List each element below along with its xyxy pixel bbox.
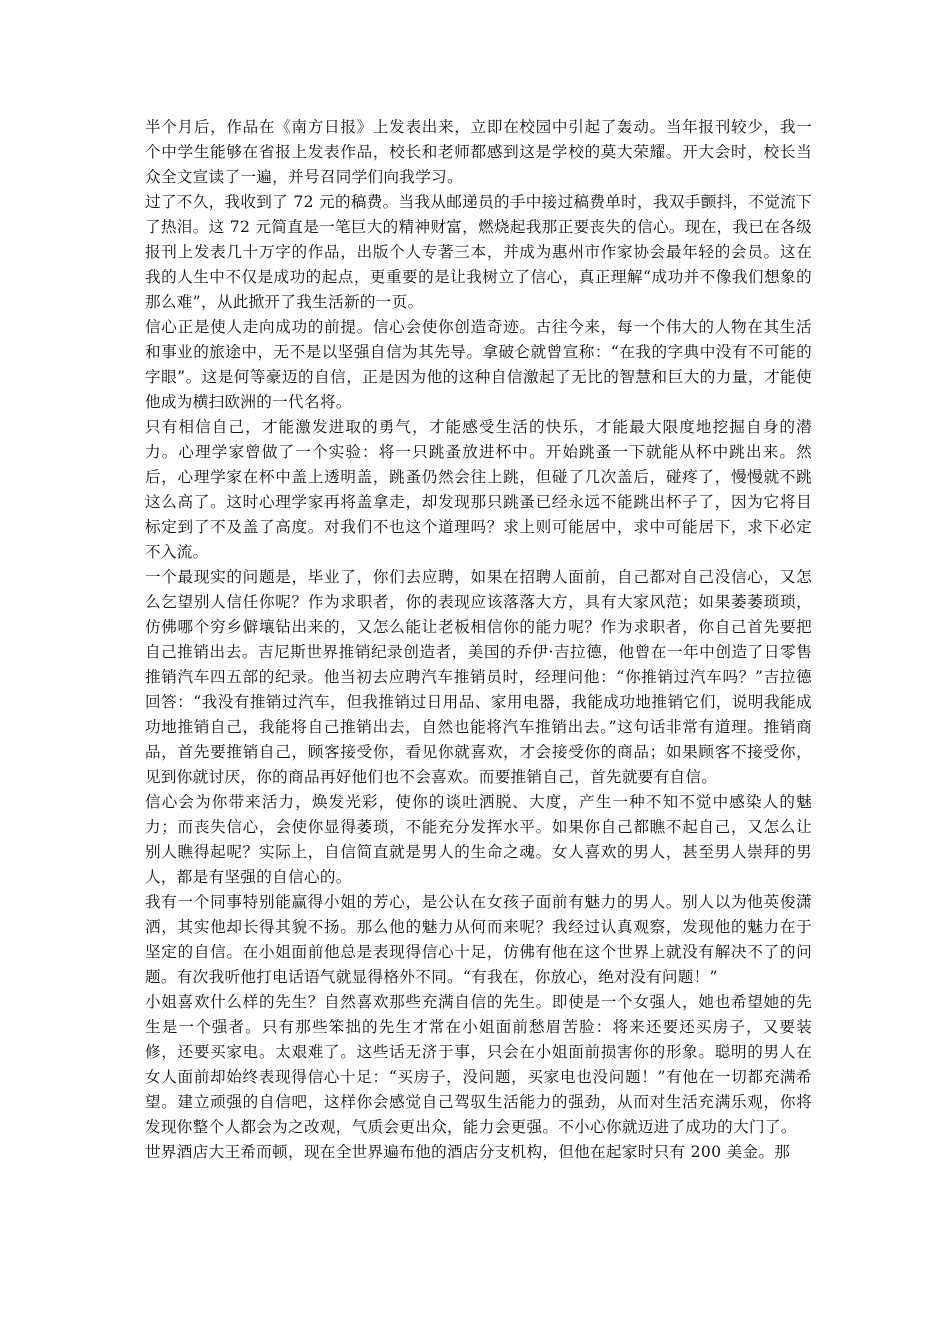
paragraph: 一个最现实的问题是，毕业了，你们去应聘，如果在招聘人面前，自己都对自己没信心，又怎么乞望别人信任你呢？作为求职者，你的表现应该落落大方，具有大家风范；如果萎萎琐琐，仿佛哪个穷乡僻壤钻出来的，又怎么能让老板相信你的能力呢？作为求职者，你自己首先要把自己推销出去。吉尼斯世界推销纪录创造者，美国的乔伊·吉拉德，他曾在一年中创造了日零售推销汽车四五部的纪录。他当初去应聘汽车推销员时，经理问他：“你推销过汽车吗？”吉拉德回答：“我没有推销过汽车，但我推销过日用品、家用电器，我能成功地推销它们，说明我能成功地推销自己，我能将自己推销出去，自然也能将汽车推销出去。”这句话非常有道理。推销商品，首先要推销自己，顾客接受你，看见你就喜欢，才会接受你的商品；如果顾客不接受你，见到你就讨厌，你的商品再好他们也不会喜欢。而要推销自己，首先就要有自信。 [145, 568, 812, 786]
paragraph: 我有一个同事特别能赢得小姐的芳心，是公认在女孩子面前有魅力的男人。别人以为他英俊潇洒，其实他却长得其貌不扬。那么他的魅力从何而来呢？我经过认真观察，发现他的魅力在于坚定的自信。在小姐面前他总是表现得信心十足，仿佛有他在这个世界上就没有解决不了的问题。有次我听他打电话语气就显得格外不同。“有我在，你放心，绝对没有问题！” [145, 893, 812, 986]
paragraph: 世界酒店大王希而顿，现在全世界遍布他的酒店分支机构，但他在起家时只有 200 美金。那 [145, 1143, 791, 1161]
paragraph: 小姐喜欢什么样的先生？自然喜欢那些充满自信的先生。即使是一个女强人，她也希望她的先生是一个强者。只有那些笨拙的先生才常在小姐面前愁眉苦脸：将来还要还买房子，又要装修，还要买家电。太艰难了。这些话无济于事，只会在小姐面前损害你的形象。聪明的男人在女人面前却始终表现得信心十足：“买房子，没问题，买家电也没问题！”有他在一切都充满希望。建立顽强的自信吧，这样你会感觉自己驾驭生活能力的强劲，从而对生活充满乐观，你将发现你整个人都会为之改观，气质会更出众，能力会更强。不小心你就迈进了成功的大门了。 [145, 993, 812, 1136]
paragraph: 信心正是使人走向成功的前提。信心会使你创造奇迹。古往今来，每一个伟大的人物在其生活和事业的旅途中，无不是以坚强自信为其先导。拿破仑就曾宣称：“在我的字典中没有不可能的字眼”。这是何等豪迈的自信，正是因为他的这种自信激起了无比的智慧和巨大的力量，才能使他成为横扫欧洲的一代名将。 [145, 318, 812, 411]
paragraph: 信心会为你带来活力，焕发光彩，使你的谈吐洒脱、大度，产生一种不知不觉中感染人的魅力；而丧失信心，会使你显得萎琐，不能充分发挥水平。如果你自己都瞧不起自己，又怎么让别人瞧得起呢？实际上，自信简直就是男人的生命之魂。女人喜欢的男人，甚至男人崇拜的男人，都是有坚强的自信心的。 [145, 793, 812, 886]
paragraph: 只有相信自己，才能激发进取的勇气，才能感受生活的快乐，才能最大限度地挖掘自身的潜力。心理学家曾做了一个实验：将一只跳蚤放进杯中。开始跳蚤一下就能从杯中跳出来。然后，心理学家在杯中盖上透明盖，跳蚤仍然会往上跳，但碰了几次盖后，碰疼了，慢慢就不跳这么高了。这时心理学家再将盖拿走，却发现那只跳蚤已经永远不能跳出杯子了，因为它将目标定到了不及盖了高度。对我们不也这个道理吗？求上则可能居中，求中可能居下，求下必定不入流。 [145, 418, 812, 561]
paragraph: 半个月后，作品在《南方日报》上发表出来，立即在校园中引起了轰动。当年报刊较少，我一个中学生能够在省报上发表作品，校长和老师都感到这是学校的莫大荣耀。开大会时，校长当众全文宣读了一遍，并号召同学们向我学习。 [145, 118, 812, 186]
article-body [145, 115, 812, 1165]
paragraph: 过了不久，我收到了 72 元的稿费。当我从邮递员的手中接过稿费单时，我双手颤抖，不觉流下了热泪。这 72 元简直是一笔巨大的精神财富，燃烧起我那正要丧失的信心。现在，我已在各级报刊上发表几十万字的作品，出版个人专著三本，并成为惠州市作家协会最年轻的会员。这在我的人生中不仅是成功的起点，更重要的是让我树立了信心，真正理解“成功并不像我们想象的那么难”，从此掀开了我生活新的一页。 [145, 193, 812, 311]
